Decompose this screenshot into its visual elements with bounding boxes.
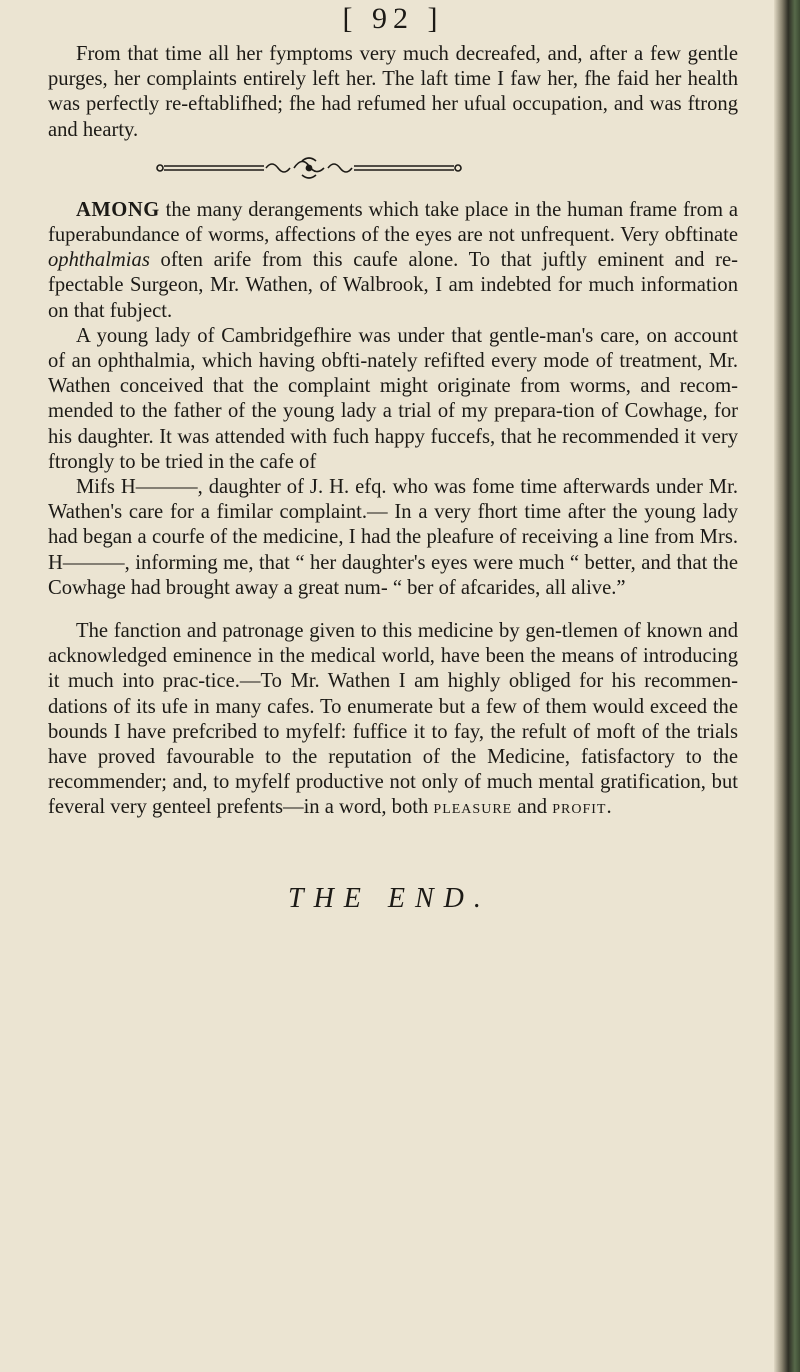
final-period: . [606, 796, 612, 819]
ophthalmias-italic: ophthalmias [48, 249, 150, 272]
paragraph-among-derangements [48, 198, 738, 324]
scan-edge-shadow [774, 0, 800, 1372]
paragraph-sanction-patronage [48, 619, 738, 821]
paragraph-miss-h-case: Mifs H———, daughter of J. H. efq. who was fome time afterwards under Mr. Wathen's care for a fimilar complaint.— In a very fhort time after the young lady had began a courfe of the medicine, I had the pleafure of receiving a line from Mrs. H———, informing me, that “ her daughter's eyes were much “ better, and that the Cowhage had brought away a great num- “ ber of afcarides, all alive.” [48, 476, 738, 599]
paragraph-young-lady-case: A young lady of Cambridgefhire was under that gentle-man's care, on account of an ophthalmia, which having obfti-nately refifted every mode of treatment, Mr. Wathen conceived that the complaint might originate from worms, and recom-mended to the father of the young lady a trial of my prepara-tion of Cowhage, for his daughter. It was attended with fuch happy fuccefs, that he recommended it very ftrongly to be tried in the cafe of [48, 324, 738, 473]
paragraph-symptoms-decreased: From that time all her fymptoms very much decreafed, and, after a few gentle purges, her complaints entirely left her. The laft time I faw her, fhe faid her health was perfectly re-eftablifhed; fhe had refumed her ufual occupation, and was ftrong and hearty. [48, 43, 738, 141]
text-column [48, 0, 738, 915]
paragraph-sanction-text: The fanction and patronage given to this medicine by gen-tlemen of known and acknowledged eminence in the medical world, have been the means of introducing it much into prac-tice.—To Mr. Wathen I am highly obliged for his recommen-dations of its ufe in many cafes. To enumerate but a few of them would exceed the bounds I have prefcribed to myfelf: fuffice it to fay, the refult of moft of the trials have proved favourable to the reputation of the Medicine, fatisfactory to the recommender; and, to myfelf productive not only of much mental gratification, but feveral very genteel prefents—in a word, both [48, 620, 738, 819]
among-lead-word: AMONG [76, 198, 160, 221]
paragraph-among-text-b: often arife from this caufe alone. To that juftly eminent and re-fpectable Surgeon, Mr. Wathen, of Walbrook, I am indebted for much information on that fubject. [48, 249, 738, 322]
profit-smallcaps: profit [552, 796, 607, 819]
the-end-closing: THE END. [288, 882, 491, 914]
ornament-divider-icon [154, 155, 464, 181]
page-number: [ 92 ] [342, 2, 444, 35]
pleasure-smallcaps: pleasure [433, 796, 513, 819]
paragraph-among-text-a: the many derangements which take place in the human frame from a fuperabundance of worms, affections of the eyes are not unfrequent. Very obftinate [48, 198, 738, 247]
and-word: and [512, 796, 553, 819]
